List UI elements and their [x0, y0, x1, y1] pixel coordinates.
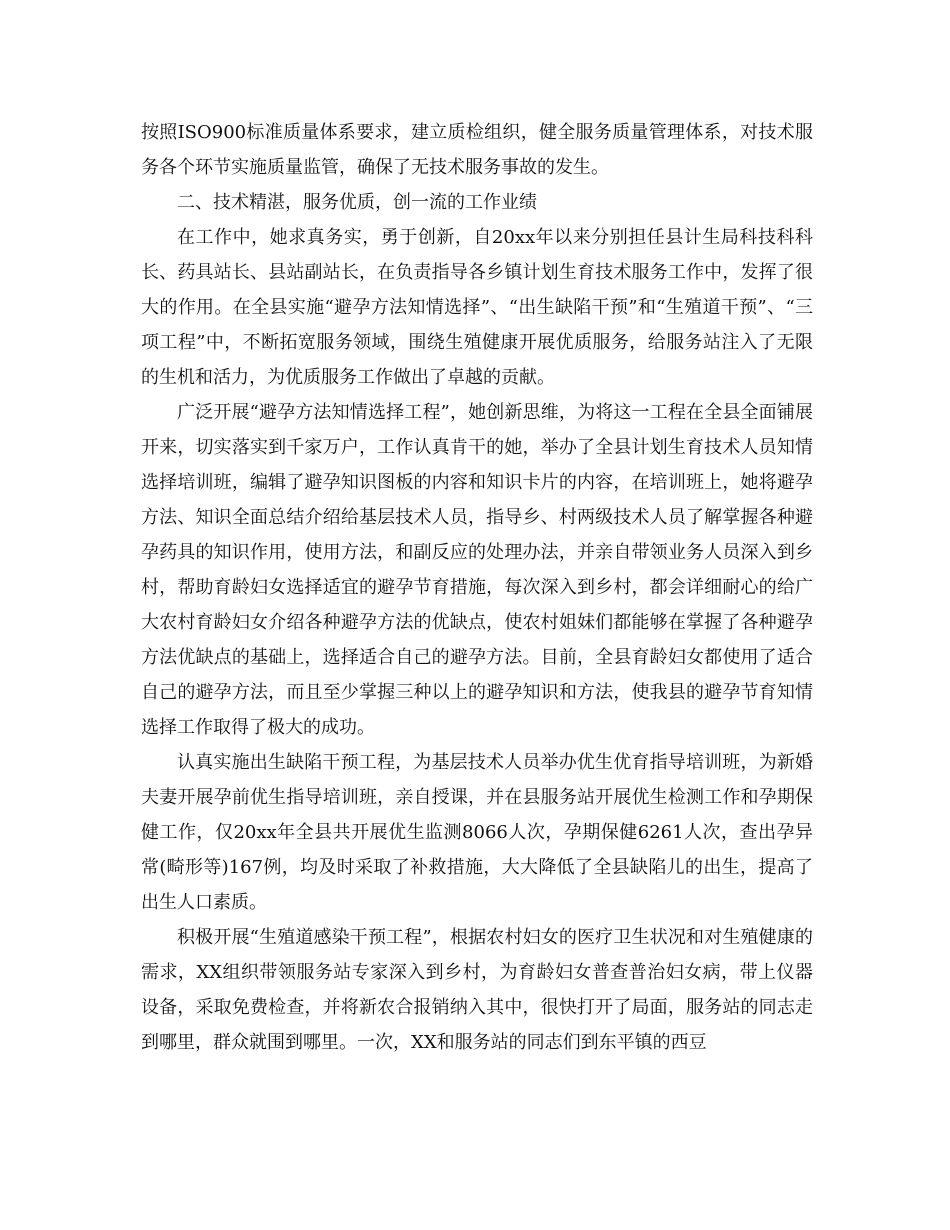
- paragraph-work-overview: 在工作中，她求真务实，勇于创新，自20xx年以来分别担任县计生局科技科科长、药具站长、县站副站长，在负责指导各乡镇计划生育技术服务工作中，发挥了很大的作用。在全县实施“避孕方法知情选择”、“出生缺陷干预”和“生殖道干预”、“三项工程”中，不断拓宽服务领域，围绕生殖健康开展优质服务，给服务站注入了无限的生机和活力，为优质服务工作做出了卓越的贡献。: [141, 227, 813, 388]
- paragraph-quality-system: 按照ISO900标准质量体系要求，建立质检组织，健全服务质量管理体系，对技术服务各个环节实施质量监管，确保了无技术服务事故的发生。: [141, 122, 813, 178]
- paragraph-contraception-choice: 广泛开展“避孕方法知情选择工程”，她创新思维，为将这一工程在全县全面铺展开来，切实落实到千家万户，工作认真肯干的她，举办了全县计划生育技术人员知情选择培训班，编辑了避孕知识图板的内容和知识卡片的内容，在培训班上，她将避孕方法、知识全面总结介绍给基层技术人员，指导乡、村两级技术人员了解掌握各种避孕药具的知识作用，使用方法，和副反应的处理办法，并亲自带领业务人员深入到乡村，帮助育龄妇女选择适宜的避孕节育措施，每次深入到乡村，都会详细耐心的给广大农村育龄妇女介绍各种避孕方法的优缺点，使农村姐妹们都能够在掌握了各种避孕方法优缺点的基础上，选择适合自己的避孕方法。目前，全县育龄妇女都使用了适合自己的避孕方法，而且至少掌握三种以上的避孕知识和方法，使我县的避孕节育知情选择工作取得了极大的成功。: [141, 402, 813, 738]
- paragraph-birth-defect-intervention: 认真实施出生缺陷干预工程，为基层技术人员举办优生优育指导培训班，为新婚夫妻开展孕前优生指导培训班，亲自授课，并在县服务站开展优生检测工作和孕期保健工作，仅20xx年全县共开展优生监测8066人次，孕期保健6261人次，查出孕异常(畸形等)167例，均及时采取了补救措施，大大降低了全县缺陷儿的出生，提高了出生人口素质。: [141, 752, 813, 913]
- paragraph-reproductive-tract-infection: 积极开展“生殖道感染干预工程”，根据农村妇女的医疗卫生状况和对生殖健康的需求，XX组织带领服务站专家深入到乡村，为育龄妇女普查普治妇女病，带上仪器设备，采取免费检查，并将新农合报销纳入其中，很快打开了局面，服务站的同志走到哪里，群众就围到哪里。一次，XX和服务站的同志们到东平镇的西豆: [141, 927, 813, 1053]
- document-body: [141, 115, 813, 1060]
- section-heading-technical-excellence: 二、技术精湛，服务优质，创一流的工作业绩: [177, 192, 537, 213]
